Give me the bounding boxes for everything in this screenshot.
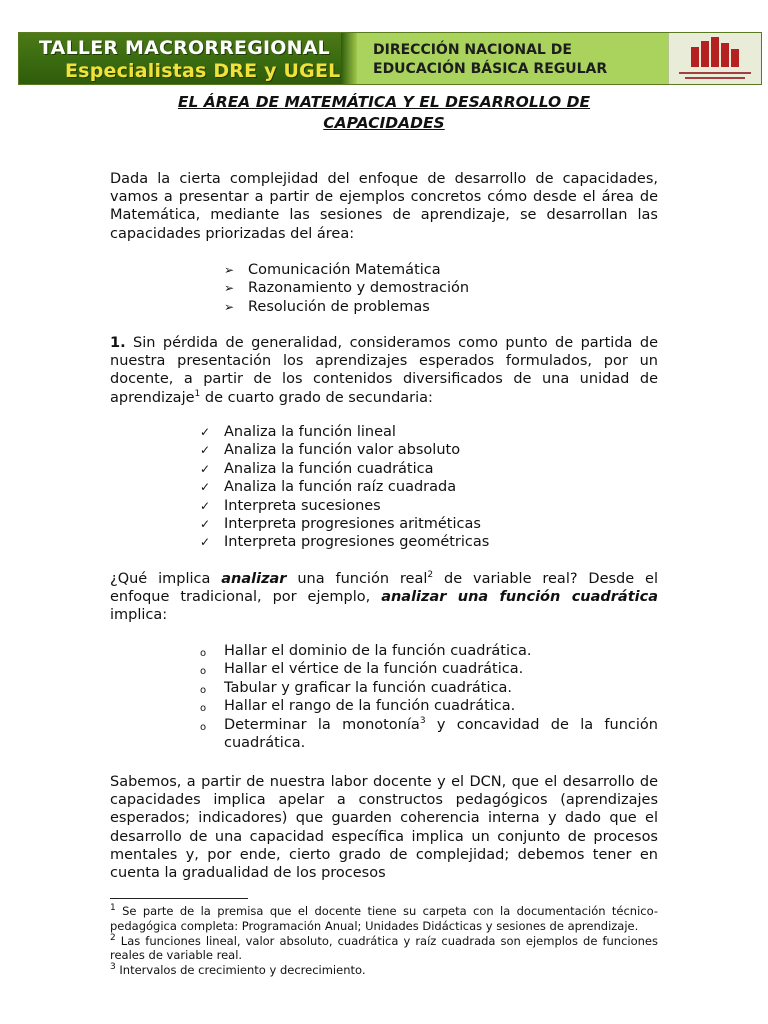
list-item: ✓ Analiza la función lineal xyxy=(200,424,396,440)
footnote-1: $^1$ Se parte de la premisa que el docente tiene su carpeta con la documentación técnico-pedagógica completa: Programación Anual; Unidades Didácticas y sesiones de aprendizaje. xyxy=(110,903,658,933)
list-item: ➢ Razonamiento y demostración xyxy=(224,280,470,297)
list-item: o Hallar el rango de la función cuadrática. xyxy=(224,697,658,715)
banner-left-panel xyxy=(19,33,341,84)
list-item: ✓ Interpreta progresiones geométricas xyxy=(200,534,490,551)
list-item: o Hallar el dominio de la función cuadrática. xyxy=(224,642,658,660)
banner-divider xyxy=(341,33,357,84)
list-item: ✓ Interpreta progresiones aritméticas xyxy=(200,516,481,533)
page-title xyxy=(110,92,658,134)
banner-title-line2: Especialistas DRE y UGEL xyxy=(65,60,341,82)
aprendizajes-list xyxy=(200,423,490,552)
checkmark-icon: ✓ xyxy=(200,517,211,532)
list-item: ✓ Analiza la función raíz cuadrada xyxy=(200,479,457,496)
capacidades-list xyxy=(224,261,470,316)
list-item: ➢ Resolución de problemas xyxy=(224,298,430,315)
arrow-bullet-icon: ➢ xyxy=(224,263,235,277)
list-item: o Tabular y graficar la función cuadrática. xyxy=(224,679,658,697)
question-paragraph: ¿Qué implica analizar una función real$^2$ de variable real? Desde el enfoque tradicional, por ejemplo, analizar una función cuadrática implica: xyxy=(110,570,659,624)
footnotes xyxy=(110,904,658,978)
list-item: o Determinar la monotonía$^3$ y concavidad de la función cuadrática. xyxy=(200,715,658,752)
banner-right-panel xyxy=(357,33,761,84)
section1-paragraph: 1. Sin pérdida de generalidad, consideramos como punto de partida de nuestra presentación los aprendizajes esperados formulados, por un docente, a partir de los contenidos diversificados de una unidad de aprendizaje$^1$ de cuarto grado de secundaria: xyxy=(110,335,658,406)
header-banner xyxy=(18,32,762,85)
tradicional-list xyxy=(200,642,658,752)
checkmark-icon: ✓ xyxy=(200,498,211,513)
emphasis-analizar: analizar xyxy=(221,571,287,587)
checkmark-icon: ✓ xyxy=(200,480,211,495)
list-item: ✓ Interpreta sucesiones xyxy=(200,497,381,514)
intro-paragraph: Dada la cierta complejidad del enfoque de desarrollo de capacidades, vamos a presentar a partir de ejemplos concretos cómo desde el área de Matemática, mediante las sesiones de aprendizaje, se desarrollan las capacidades priorizadas del área: xyxy=(110,171,658,242)
footnote-ref-3: 3 xyxy=(419,715,426,726)
arrow-bullet-icon: ➢ xyxy=(224,281,235,296)
list-item: ✓ Analiza la función cuadrática xyxy=(200,460,434,477)
circle-bullet-icon: o xyxy=(200,666,207,678)
page-title-line1: EL ÁREA DE MATEMÁTICA Y EL DESARROLLO DE xyxy=(177,93,591,111)
footnote-ref-2: 2 xyxy=(427,570,434,581)
circle-bullet-icon: o xyxy=(200,684,207,696)
closing-paragraph: Sabemos, a partir de nuestra labor docente y el DCN, que el desarrollo de capacidades implica apelar a constructos pedagógicos (aprendizajes esperados; indicadores) que guarden coherencia interna y dado que el desarrollo de una capacidad específica implica un conjunto de procesos mentales y, por ende, cierto grado de complejidad; debemos tener en cuenta la gradualidad de los procesos xyxy=(110,774,658,882)
banner-title-line1: TALLER MACRORREGIONAL xyxy=(39,37,330,59)
circle-bullet-icon: o xyxy=(200,648,207,659)
list-item: ✓ Analiza la función valor absoluto xyxy=(200,442,461,459)
ministerio-logo-icon xyxy=(668,33,761,84)
footnote-separator xyxy=(110,898,248,899)
checkmark-icon: ✓ xyxy=(200,425,211,439)
emphasis-analizar-cuadratica: analizar una función cuadrática xyxy=(381,589,659,606)
footnote-2: $^2$ Las funciones lineal, valor absoluto, cuadrática y raíz cuadrada son ejemplos de funciones reales de variable real. xyxy=(110,932,658,963)
footnote-3: $^3$ Intervalos de crecimiento y decrecimiento. xyxy=(110,962,366,978)
footnote-ref-1: 1 xyxy=(194,388,201,399)
list-item: ➢ Comunicación Matemática xyxy=(224,262,441,278)
list-item: o Hallar el vértice de la función cuadrática. xyxy=(224,660,658,678)
checkmark-icon: ✓ xyxy=(200,461,211,476)
arrow-bullet-icon: ➢ xyxy=(224,299,235,314)
circle-bullet-icon: o xyxy=(200,703,207,715)
checkmark-icon: ✓ xyxy=(200,443,211,458)
banner-org-line1: DIRECCIÓN NACIONAL DE xyxy=(373,42,572,58)
checkmark-icon: ✓ xyxy=(200,535,211,550)
section1-number: 1. xyxy=(110,335,126,351)
page-title-line2: CAPACIDADES xyxy=(323,114,445,132)
circle-bullet-icon: o xyxy=(200,721,207,733)
banner-org-line2: EDUCACIÓN BÁSICA REGULAR xyxy=(373,61,608,77)
